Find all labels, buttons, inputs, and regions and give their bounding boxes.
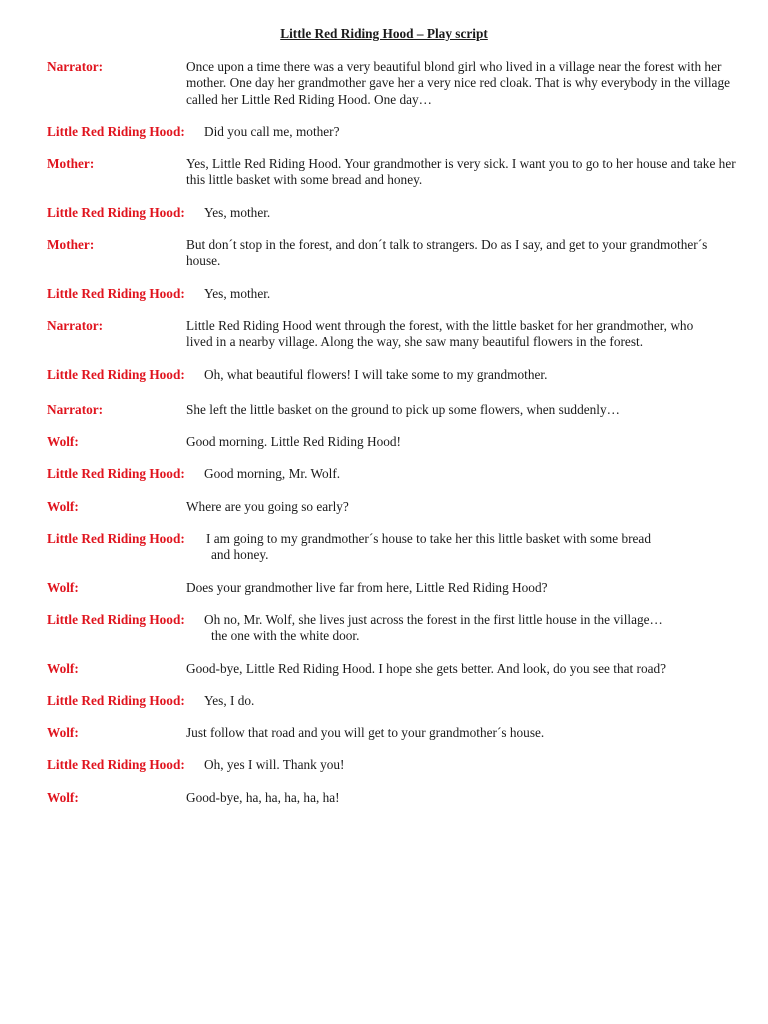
- dialogue-text: Yes, mother.: [204, 285, 271, 301]
- speaker-label: Little Red Riding Hood:: [47, 692, 185, 708]
- script-line: [47, 156, 737, 189]
- speaker-label: Wolf:: [47, 498, 79, 514]
- speaker-label: Little Red Riding Hood:: [47, 366, 185, 382]
- dialogue-text: Does your grandmother live far from here, Little Red Riding Hood?: [186, 579, 548, 595]
- dialogue-text-line: Oh no, Mr. Wolf, she lives just across the forest in the first little house in the village…: [204, 611, 663, 627]
- script-line: [47, 612, 737, 645]
- dialogue-text: Where are you going so early?: [186, 498, 349, 514]
- speaker-label: Wolf:: [47, 434, 79, 450]
- script-line: [47, 402, 737, 418]
- script-line: [47, 757, 737, 773]
- dialogue-text: Once upon a time there was a very beautiful blond girl who lived in a village near the forest with her mother. One day her grandmother gave her a very nice red cloak. That is why everybody in the village called her Little Red Riding Hood. One day…: [186, 59, 730, 107]
- speaker-label: Wolf:: [47, 579, 79, 595]
- play-script: [47, 59, 737, 822]
- script-line: [47, 499, 737, 515]
- speaker-label: Wolf:: [47, 789, 79, 805]
- speaker-label: Little Red Riding Hood:: [47, 123, 185, 139]
- speaker-label: Little Red Riding Hood:: [47, 285, 185, 301]
- speaker-label: Little Red Riding Hood:: [47, 757, 185, 773]
- dialogue-text: Good-bye, ha, ha, ha, ha, ha!: [186, 789, 340, 805]
- dialogue-text: Good-bye, Little Red Riding Hood. I hope she gets better. And look, do you see that road?: [186, 660, 667, 676]
- script-line: [47, 237, 737, 270]
- dialogue-text: Did you call me, mother?: [204, 123, 340, 139]
- script-line: [47, 790, 737, 806]
- dialogue-text: Oh, yes I will. Thank you!: [204, 757, 345, 773]
- dialogue-text: Yes, mother.: [204, 204, 271, 220]
- dialogue-text: Oh, what beautiful flowers! I will take some to my grandmother.: [204, 366, 548, 382]
- script-line: [47, 59, 737, 108]
- script-line: [47, 661, 737, 677]
- dialogue-text: Yes, I do.: [204, 692, 255, 708]
- dialogue-text-continuation: and honey.: [211, 547, 269, 563]
- speaker-label: Little Red Riding Hood:: [47, 611, 185, 627]
- dialogue-text-continuation: the one with the white door.: [211, 628, 360, 644]
- dialogue-text: [204, 612, 737, 645]
- page-title: Little Red Riding Hood – Play script: [280, 26, 488, 41]
- speaker-label: Wolf:: [47, 660, 79, 676]
- speaker-label: Little Red Riding Hood:: [47, 531, 185, 547]
- script-line: [47, 434, 737, 450]
- dialogue-text: She left the little basket on the ground to pick up some flowers, when suddenly…: [186, 401, 620, 417]
- script-line: [47, 205, 737, 221]
- script-line: [47, 286, 737, 302]
- speaker-label: Wolf:: [47, 725, 79, 741]
- dialogue-text: But don´t stop in the forest, and don´t talk to strangers. Do as I say, and get to your grandmother´s house.: [186, 237, 708, 269]
- script-line: [47, 466, 737, 482]
- speaker-label: Little Red Riding Hood:: [47, 204, 185, 220]
- script-line: [47, 693, 737, 709]
- dialogue-text: Little Red Riding Hood went through the forest, with the little basket for her grandmother, who lived in a nearby village. Along the way, she saw many beautiful flowers in the forest.: [186, 317, 694, 350]
- dialogue-text: Good morning, Mr. Wolf.: [204, 466, 341, 482]
- speaker-label: Narrator:: [47, 59, 104, 74]
- script-line: [47, 531, 737, 564]
- speaker-label: Narrator:: [47, 401, 104, 417]
- speaker-label: Mother:: [47, 156, 95, 172]
- script-line: [47, 318, 737, 351]
- script-line: [47, 124, 737, 140]
- script-line: [47, 580, 737, 596]
- dialogue-text-line: I am going to my grandmother´s house to take her this little basket with some bread: [206, 531, 651, 547]
- script-line: [47, 725, 737, 741]
- speaker-label: Little Red Riding Hood:: [47, 466, 185, 482]
- speaker-label: Mother:: [47, 237, 95, 253]
- dialogue-text: Yes, Little Red Riding Hood. Your grandmother is very sick. I want you to go to her house and take her this little basket with some bread and honey.: [186, 156, 736, 188]
- dialogue-text: Good morning. Little Red Riding Hood!: [186, 434, 401, 450]
- script-line: [47, 367, 737, 383]
- dialogue-text: Just follow that road and you will get to your grandmother´s house.: [186, 725, 545, 741]
- dialogue-text: [206, 531, 737, 564]
- speaker-label: Narrator:: [47, 317, 104, 333]
